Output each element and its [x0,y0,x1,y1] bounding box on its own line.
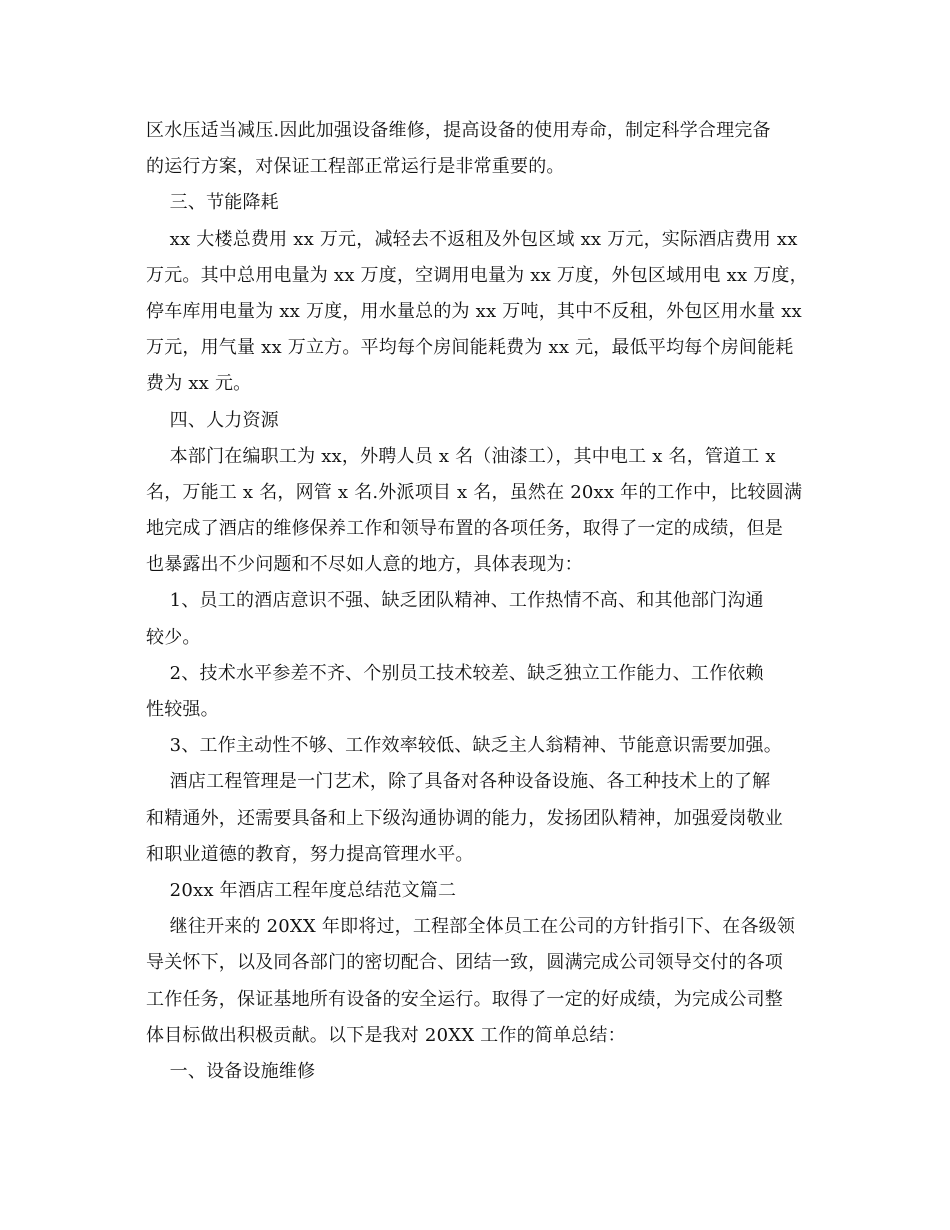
list-item: 3、工作主动性不够、工作效率较低、缺乏主人翁精神、节能意识需要加强。 [146,735,782,757]
text-line: 本部门在编职工为 xx，外聘人员 x 名（油漆工），其中电工 x 名，管道工 x [146,445,776,467]
text-line: 和职业道德的教育，努力提高管理水平。 [146,843,474,865]
text-line: 的运行方案，对保证工程部正常运行是非常重要的。 [146,156,565,178]
text-line: 区水压适当减压.因此加强设备维修，提高设备的使用寿命，制定科学合理完备 [146,120,771,141]
text-line: 较少。 [146,626,201,648]
text-line: 和精通外，还需要具备和上下级沟通协调的能力，发扬团队精神，加强爱岗敬业 [146,807,783,829]
text-line: 体目标做出积极贡献。以下是我对 20XX 工作的简单总结： [146,1024,626,1046]
section-heading: 四、人力资源 [146,409,279,431]
text-line: 费为 xx 元。 [146,373,252,395]
text-line: 万元。其中总用电量为 xx 万度，空调用电量为 xx 万度，外包区域用电 xx 万度， [146,264,808,286]
text-line: 继往开来的 20XX 年即将过，工程部全体员工在公司的方针指引下、在各级领 [146,916,796,938]
text-line: 停车库用电量为 xx 万度，用水量总的为 xx 万吨，其中不反租，外包区用水量 xx [146,300,802,322]
text-line: 地完成了酒店的维修保养工作和领导布置的各项任务，取得了一定的成绩，但是 [146,518,783,540]
text-line: 也暴露出不少问题和不尽如人意的地方，具体表现为： [146,554,583,576]
text-line: 导关怀下，以及同各部门的密切配合、团结一致，圆满完成公司领导交付的各项 [146,952,783,974]
section-heading: 一、设备设施维修 [146,1060,316,1082]
text-line: xx 大楼总费用 xx 万元，减轻去不返租及外包区域 xx 万元，实际酒店费用 xx [146,228,798,250]
text-line: 名，万能工 x 名，网管 x 名.外派项目 x 名，虽然在 20xx 年的工作中，比较圆满 [146,481,803,503]
text-line: 万元，用气量 xx 万立方。平均每个房间能耗费为 xx 元，最低平均每个房间能耗 [146,337,794,359]
list-item: 2、技术水平参差不齐、个别员工技术较差、缺乏独立工作能力、工作依赖 [146,662,764,684]
text-line: 工作任务，保证基地所有设备的安全运行。取得了一定的好成绩，为完成公司整 [146,988,783,1010]
document-body [146,113,810,1090]
list-item: 1、员工的酒店意识不强、缺乏团队精神、工作热情不高、和其他部门沟通 [146,590,764,612]
article-title: 20xx 年酒店工程年度总结范文篇二 [146,879,457,901]
section-heading: 三、节能降耗 [146,192,279,214]
text-line: 性较强。 [146,699,219,720]
text-line: 酒店工程管理是一门艺术，除了具备对各种设备设施、各工种技术上的了解 [146,771,771,793]
